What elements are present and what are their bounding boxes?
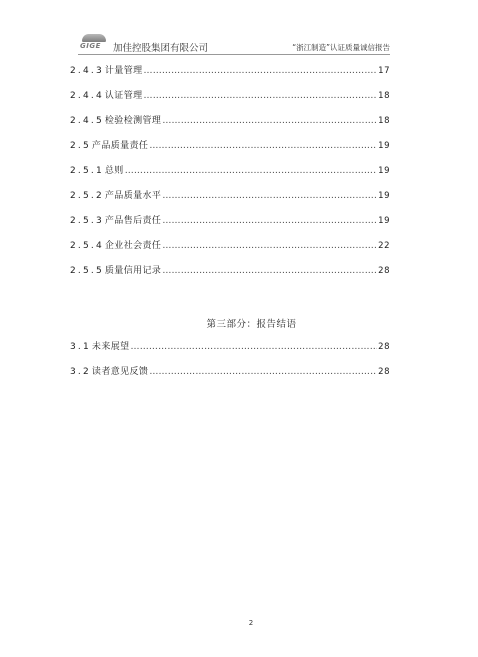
- toc-entry-page: 19: [378, 141, 390, 151]
- toc-entry-label: 认证管理: [104, 91, 143, 101]
- toc-entry[interactable]: [70, 263, 390, 277]
- toc-entry-number: 2.5.5: [70, 266, 104, 276]
- toc-entry[interactable]: [70, 63, 390, 77]
- toc-entry-number: 2.4.3: [70, 66, 104, 76]
- company-name: 加佳控股集团有限公司: [113, 43, 209, 54]
- toc-entry-number: 2.4.4: [70, 91, 104, 101]
- toc-entry[interactable]: [70, 163, 390, 177]
- toc-entry-label: 产品售后责任: [104, 216, 162, 226]
- toc-entry-page: 19: [378, 166, 390, 176]
- toc-entry-label: 读者意见反馈: [91, 367, 149, 377]
- toc-entry[interactable]: [70, 339, 390, 353]
- toc-entry-label: 产品质量水平: [104, 191, 162, 201]
- toc-entry-page: 22: [378, 241, 390, 251]
- toc-entry-label: 检验检测管理: [104, 116, 162, 126]
- toc-entry[interactable]: [70, 364, 390, 378]
- toc-entry-label: 未来展望: [91, 342, 130, 352]
- toc-entry-label: 产品质量责任: [91, 141, 149, 151]
- toc-entry[interactable]: [70, 213, 390, 227]
- company-logo: [80, 34, 110, 52]
- toc-leader-dots: [162, 241, 377, 251]
- section-heading: 第三部分：报告结语: [206, 319, 297, 330]
- toc-entry-label: 计量管理: [104, 66, 143, 76]
- toc-entry[interactable]: [70, 88, 390, 102]
- toc-leader-dots: [144, 91, 378, 101]
- toc-entry-page: 28: [378, 367, 390, 377]
- toc-leader-dots: [131, 342, 378, 352]
- toc-entry-number: 3.2: [70, 367, 91, 377]
- toc-leader-dots: [149, 141, 377, 151]
- toc-entry-page: 19: [378, 191, 390, 201]
- toc-entry-label: 质量信用记录: [104, 266, 162, 276]
- toc-entry-number: 2.5.1: [70, 166, 104, 176]
- toc-entry-page: 28: [378, 342, 390, 352]
- header-divider: [78, 54, 390, 55]
- toc-leader-dots: [149, 367, 377, 377]
- toc-entry-number: 2.5.4: [70, 241, 104, 251]
- toc-entry-label: 总则: [104, 166, 124, 176]
- toc-entry-page: 17: [378, 66, 390, 76]
- toc-entry-page: 19: [378, 216, 390, 226]
- toc-entry-page: 18: [378, 91, 390, 101]
- toc-leader-dots: [162, 116, 377, 126]
- report-title: “浙江制造”认证质量诚信报告: [292, 43, 390, 52]
- toc-leader-dots: [162, 266, 377, 276]
- toc-leader-dots: [125, 166, 377, 176]
- page-number: 2: [248, 619, 254, 627]
- toc-entry-label: 企业社会责任: [104, 241, 162, 251]
- toc-entry-number: 2.5.3: [70, 216, 104, 226]
- logo-text: GIGE: [80, 42, 101, 50]
- logo-mark-icon: [82, 34, 106, 42]
- toc-leader-dots: [162, 191, 377, 201]
- toc-entry-number: 3.1: [70, 342, 91, 352]
- toc-entry-number: 2.5: [70, 141, 91, 151]
- toc-entry-number: 2.4.5: [70, 116, 104, 126]
- toc-entry[interactable]: [70, 113, 390, 127]
- toc-leader-dots: [162, 216, 377, 226]
- toc-entry[interactable]: [70, 138, 390, 152]
- toc-leader-dots: [144, 66, 378, 76]
- toc-entry-number: 2.5.2: [70, 191, 104, 201]
- toc-entry-page: 18: [378, 116, 390, 126]
- toc-entry-page: 28: [378, 266, 390, 276]
- page-header: [80, 34, 390, 54]
- toc-entry[interactable]: [70, 188, 390, 202]
- toc-entry[interactable]: [70, 238, 390, 252]
